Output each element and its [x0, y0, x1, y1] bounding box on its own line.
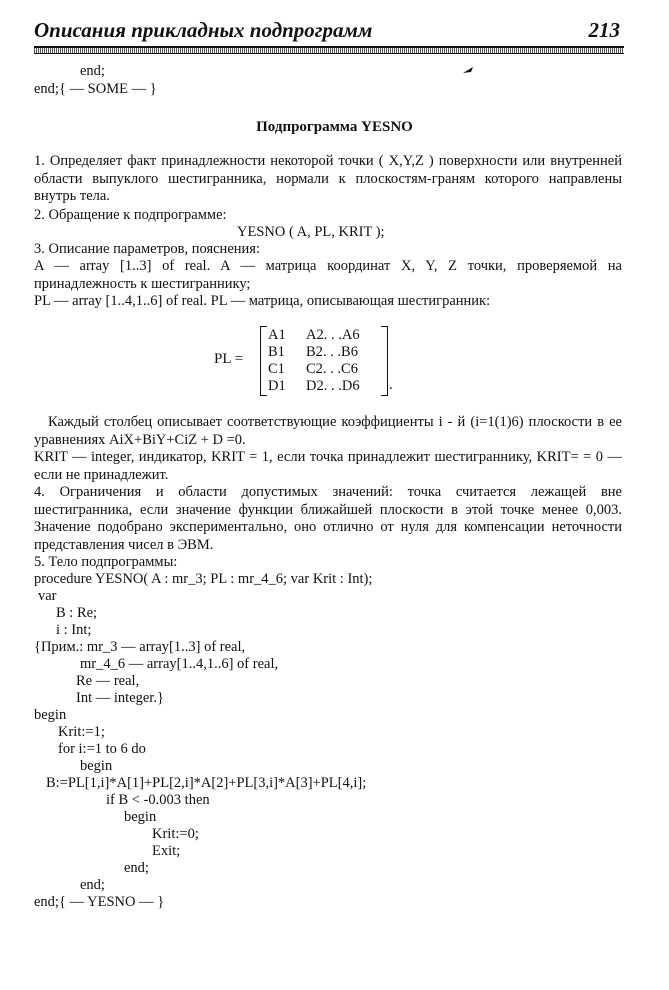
- code-line: begin: [34, 707, 67, 723]
- matrix-end-period: .: [389, 377, 393, 393]
- code-line: begin: [80, 758, 113, 774]
- prev-code-line-2: end;{ — SOME — }: [34, 81, 157, 97]
- matrix-cell: D1: [268, 378, 286, 394]
- param-a-description: A — array [1..3] of real. A — матрица координат X, Y, Z точки, проверяемой на принадлежность к шестиграннику;: [34, 258, 622, 292]
- column-description: Каждый столбец описывает соответствующие коэффициенты i - й (i=1(1)6) плоскости в ее уравнениях AiX+BiY+CiZ + D =0.: [34, 414, 622, 448]
- code-line: B : Re;: [56, 605, 98, 621]
- code-line: var: [38, 588, 57, 604]
- page-number: 213: [588, 18, 620, 42]
- code-line: end;{ — YESNO — }: [34, 894, 165, 910]
- item-5-title: 5. Тело подпрограммы:: [34, 554, 178, 570]
- matrix-cell: C2. . .C6: [306, 361, 358, 377]
- code-line: mr_4_6 — array[1..4,1..6] of real,: [80, 656, 279, 672]
- matrix-cell: D2. . .D6: [306, 378, 360, 394]
- code-line: begin: [124, 809, 157, 825]
- matrix-left-bracket: [260, 326, 267, 396]
- matrix-cell: A1: [268, 327, 286, 343]
- call-statement: YESNO ( A, PL, KRIT );: [237, 224, 385, 240]
- running-title: Описания прикладных подпрограмм: [34, 18, 373, 42]
- code-line: Krit:=1;: [58, 724, 105, 740]
- matrix-right-bracket: [381, 326, 388, 396]
- pl-matrix: [214, 324, 414, 396]
- code-line: Krit:=0;: [152, 826, 199, 842]
- matrix-cell: A2. . .A6: [306, 327, 360, 343]
- code-line: end;: [124, 860, 149, 876]
- code-line: B:=PL[1,i]*A[1]+PL[2,i]*A[2]+PL[3,i]*A[3]+PL[4,i];: [46, 775, 367, 791]
- running-header: [34, 14, 624, 50]
- code-line: Re — real,: [76, 673, 140, 689]
- item-2-title: 2. Обращение к подпрограмме:: [34, 207, 227, 223]
- item-3-title: 3. Описание параметров, пояснения:: [34, 241, 260, 257]
- matrix-cell: B1: [268, 344, 285, 360]
- krit-description: KRIT — integer, индикатор, KRIT = 1, если точка принадлежит шестиграннику, KRIT= = 0 — если не принадлежит.: [34, 449, 622, 483]
- header-rule: [34, 46, 624, 54]
- code-line: Int — integer.}: [76, 690, 164, 706]
- item-1-paragraph: 1. Определяет факт принадлежности некоторой точки ( X,Y,Z ) поверхности или внутренней области выпуклого шестигранника, нормали к плоскостям-граням которого направлены внутрь тела.: [34, 153, 622, 204]
- code-line: i : Int;: [56, 622, 92, 638]
- item-4-paragraph: 4. Ограничения и области допустимых значений: точка считается лежащей вне шестигранника, если значение функции ближайшей плоскости в этой точке менее 0,003. Значение подобрано экспериментально, оно отлично от нуля для компенсации неточности представления чисел в ЭВМ.: [34, 484, 622, 553]
- code-line: for i:=1 to 6 do: [58, 741, 146, 757]
- prev-code-line-1: end;: [80, 63, 105, 79]
- param-pl-description: PL — array [1..4,1..6] of real. PL — матрица, описывающая шестигранник:: [34, 293, 491, 309]
- code-line: {Прим.: mr_3 — array[1..3] of real,: [34, 639, 246, 655]
- section-title: Подпрограмма YESNO: [256, 119, 413, 135]
- matrix-cell: C1: [268, 361, 285, 377]
- matrix-label: PL =: [214, 351, 244, 367]
- matrix-cell: B2. . .B6: [306, 344, 358, 360]
- code-line: if B < -0.003 then: [106, 792, 210, 808]
- code-line: end;: [80, 877, 105, 893]
- code-line: procedure YESNO( A : mr_3; PL : mr_4_6; var Krit : Int);: [34, 571, 373, 587]
- ink-mark: [462, 66, 474, 74]
- code-line: Exit;: [152, 843, 181, 859]
